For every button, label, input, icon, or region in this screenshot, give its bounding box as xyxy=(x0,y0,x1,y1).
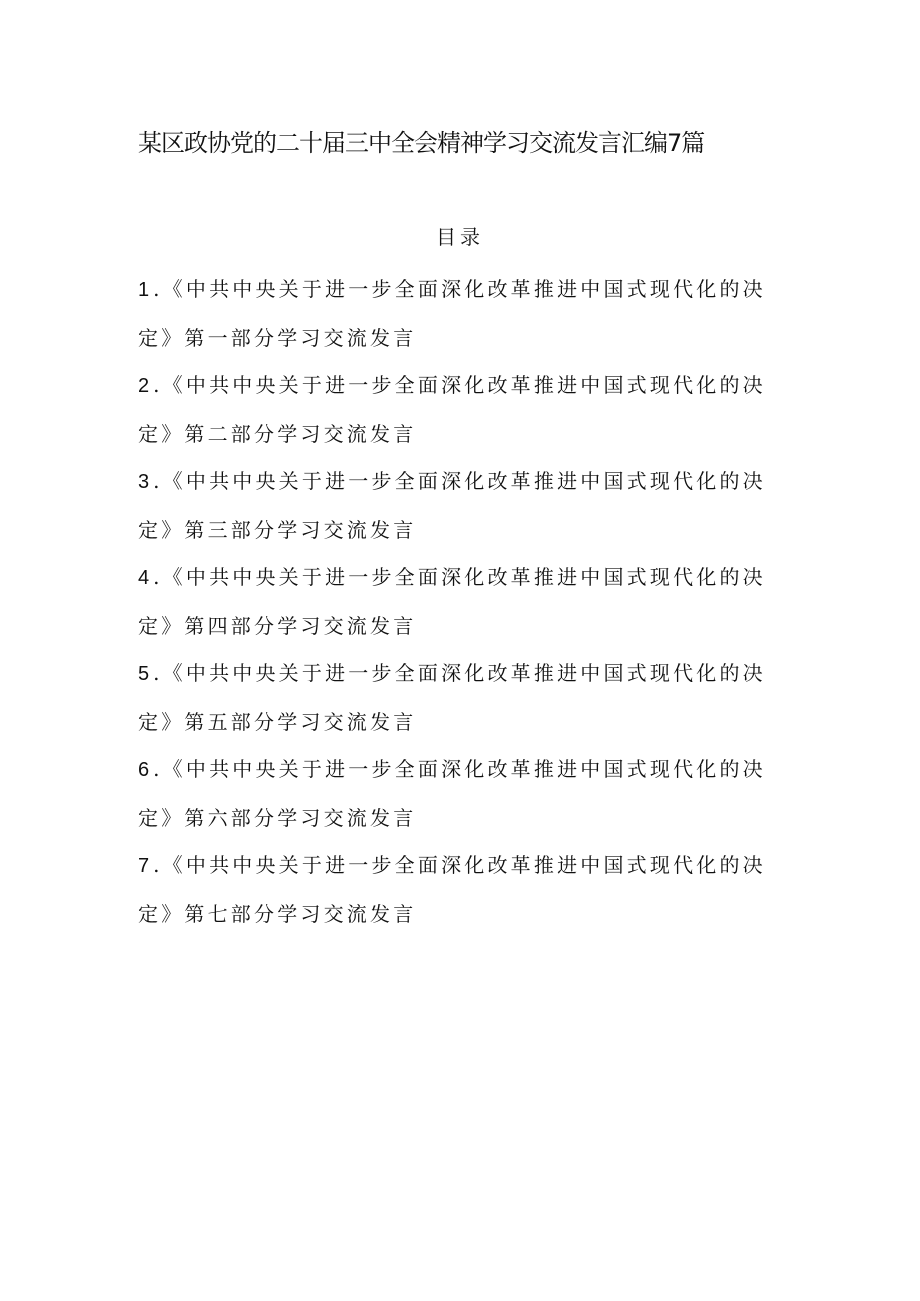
toc-item-line-2: 定》第二部分学习交流发言 xyxy=(138,422,417,446)
toc-item-number: 2 xyxy=(138,375,150,397)
toc-item-number: 5 xyxy=(138,663,150,685)
toc-item-text: .《中共中央关于进一步全面深化改革推进中国式现代化的决 xyxy=(153,757,766,781)
toc-item-text: .《中共中央关于进一步全面深化改革推进中国式现代化的决 xyxy=(153,661,766,685)
toc-item-line-2: 定》第七部分学习交流发言 xyxy=(138,902,417,926)
toc-item-line-1 xyxy=(138,553,788,602)
toc-item-number: 6 xyxy=(138,759,150,781)
toc-item-line-1 xyxy=(138,265,788,314)
toc-item-4[interactable] xyxy=(138,553,788,649)
toc-item-2[interactable] xyxy=(138,361,788,457)
toc-item-line-1 xyxy=(138,745,788,794)
toc-list xyxy=(138,265,788,937)
toc-item-1[interactable] xyxy=(138,265,788,361)
toc-item-number: 1 xyxy=(138,279,150,301)
toc-item-text: .《中共中央关于进一步全面深化改革推进中国式现代化的决 xyxy=(153,277,766,301)
toc-heading: 目录 xyxy=(436,225,484,249)
toc-item-line-2: 定》第三部分学习交流发言 xyxy=(138,518,417,542)
toc-item-7[interactable] xyxy=(138,841,788,937)
toc-item-line-1 xyxy=(138,649,788,698)
toc-item-3[interactable] xyxy=(138,457,788,553)
toc-item-line-2: 定》第六部分学习交流发言 xyxy=(138,806,417,830)
toc-item-text: .《中共中央关于进一步全面深化改革推进中国式现代化的决 xyxy=(153,469,766,493)
toc-item-number: 4 xyxy=(138,567,150,589)
document-title: 某区政协党的二十届三中全会精神学习交流发言汇编7篇 xyxy=(138,129,705,157)
toc-item-line-1 xyxy=(138,361,788,410)
toc-item-line-1 xyxy=(138,457,788,506)
toc-item-line-2: 定》第一部分学习交流发言 xyxy=(138,326,417,350)
toc-item-6[interactable] xyxy=(138,745,788,841)
toc-item-line-2: 定》第五部分学习交流发言 xyxy=(138,710,417,734)
toc-item-number: 3 xyxy=(138,471,150,493)
toc-item-line-1 xyxy=(138,841,788,890)
toc-item-text: .《中共中央关于进一步全面深化改革推进中国式现代化的决 xyxy=(153,373,766,397)
toc-item-text: .《中共中央关于进一步全面深化改革推进中国式现代化的决 xyxy=(153,565,766,589)
toc-item-5[interactable] xyxy=(138,649,788,745)
toc-item-line-2: 定》第四部分学习交流发言 xyxy=(138,614,417,638)
toc-item-text: .《中共中央关于进一步全面深化改革推进中国式现代化的决 xyxy=(153,853,766,877)
toc-item-number: 7 xyxy=(138,855,150,877)
